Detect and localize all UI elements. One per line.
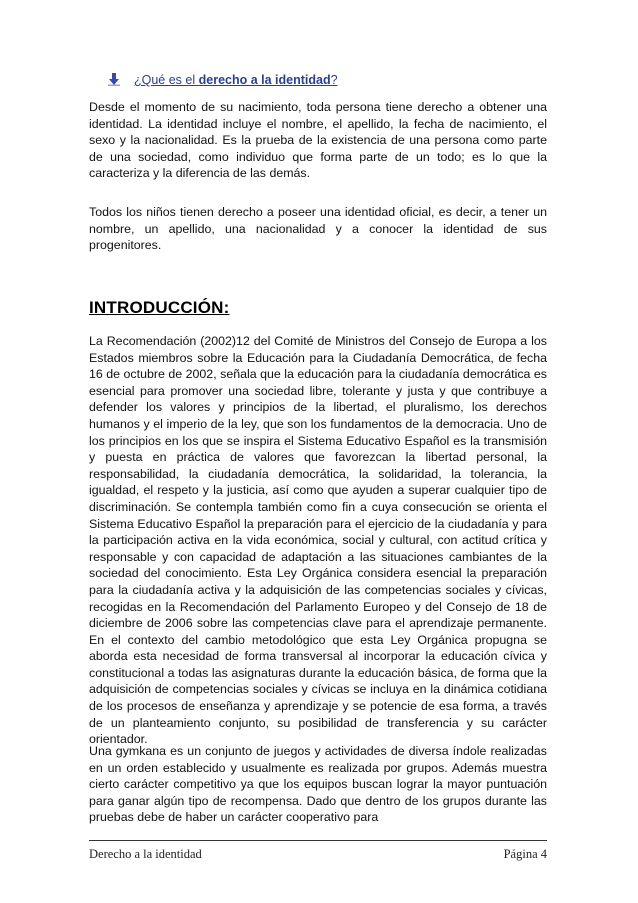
question-suffix: ? [330, 73, 338, 87]
paragraph-children-rights: Todos los niños tienen derecho a poseer una identidad oficial, es decir, a tener un nombre, un apellido, una nacionalidad y a conocer la identidad de sus progenitores. [89, 205, 547, 253]
paragraph-identity-definition: Desde el momento de su nacimiento, toda persona tiene derecho a obtener una identidad. La identidad incluye el nombre, el apellido, la fecha de nacimiento, el sexo y la nacionalidad. Es la prueba de la existencia de una persona como parte de una sociedad, como individuo que forma parte de un todo; es lo que la caracteriza y la diferencia de las demás. [89, 100, 547, 181]
question-prefix: ¿Qué es el [134, 73, 199, 87]
section-heading: INTRODUCCIÓN: [89, 298, 230, 317]
footer-divider [89, 840, 547, 841]
paragraph-recommendation: La Recomendación (2002)12 del Comité de Ministros del Consejo de Europa a los Estados miembros sobre la Educación para la Ciudadanía Democrática, de fecha 16 de octubre de 2002, señala que la educación para la ciudadanía democrática es esencial para promover una sociedad libre, tolerante y justa y que contribuye a defender los valores y principios de la libertad, el pluralismo, los derechos humanos y el imperio de la ley, que son los fundamentos de la democracia. Uno de los principios en los que se inspira el Sistema Educativo Español es la transmisión y puesta en práctica de valores que favorezcan la libertad personal, la responsabilidad, la ciudadanía democrática, la solidaridad, la tolerancia, la igualdad, el respeto y la justicia, así como que ayuden a superar cualquier tipo de discriminación. Se contempla también como fin a cuya consecución se orienta el Sistema Educativo Español la preparación para el ejercicio de la ciudadanía y para la participación activa en la vida económica, social y cultural, con actitud crítica y responsable y con capacidad de adaptación a las situaciones cambiantes de la sociedad del conocimiento. Esta Ley Orgánica considera esencial la preparación para la ciudadanía activa y la adquisición de las competencias sociales y cívicas, recogidas en la Recomendación del Parlamento Europeo y del Consejo de 18 de diciembre de 2006 sobre las competencias clave para el aprendizaje permanente. En el contexto del cambio metodológico que esta Ley Orgánica propugna se aborda esta necesidad de forma transversal al incorporar la educación cívica y constitucional a todas las asignaturas durante la educación básica, de forma que la adquisición de competencias sociales y cívicas se incluya en la dinámica cotidiana de los procesos de enseñanza y aprendizaje y se potencie de esa forma, a través de un planteamiento conjunto, su posibilidad de transferencia y su carácter orientador. [89, 334, 547, 747]
page-number: Página 4 [503, 847, 547, 861]
arrow-bullet-icon [108, 72, 122, 86]
question-line [108, 72, 338, 87]
question-bold-term: derecho a la identidad [198, 73, 331, 87]
footer-title: Derecho a la identidad [89, 847, 202, 861]
paragraph-gymkana: Una gymkana es un conjunto de juegos y actividades de diversa índole realizadas en un orden establecido y usualmente es realizada por grupos. Además muestra cierto carácter competitivo ya que los equipos buscan lograr la mayor puntuación para ganar algún tipo de recompensa. Dado que dentro de los grupos durante las pruebas debe de haber un carácter cooperativo para [89, 744, 547, 825]
question-text [134, 73, 338, 87]
